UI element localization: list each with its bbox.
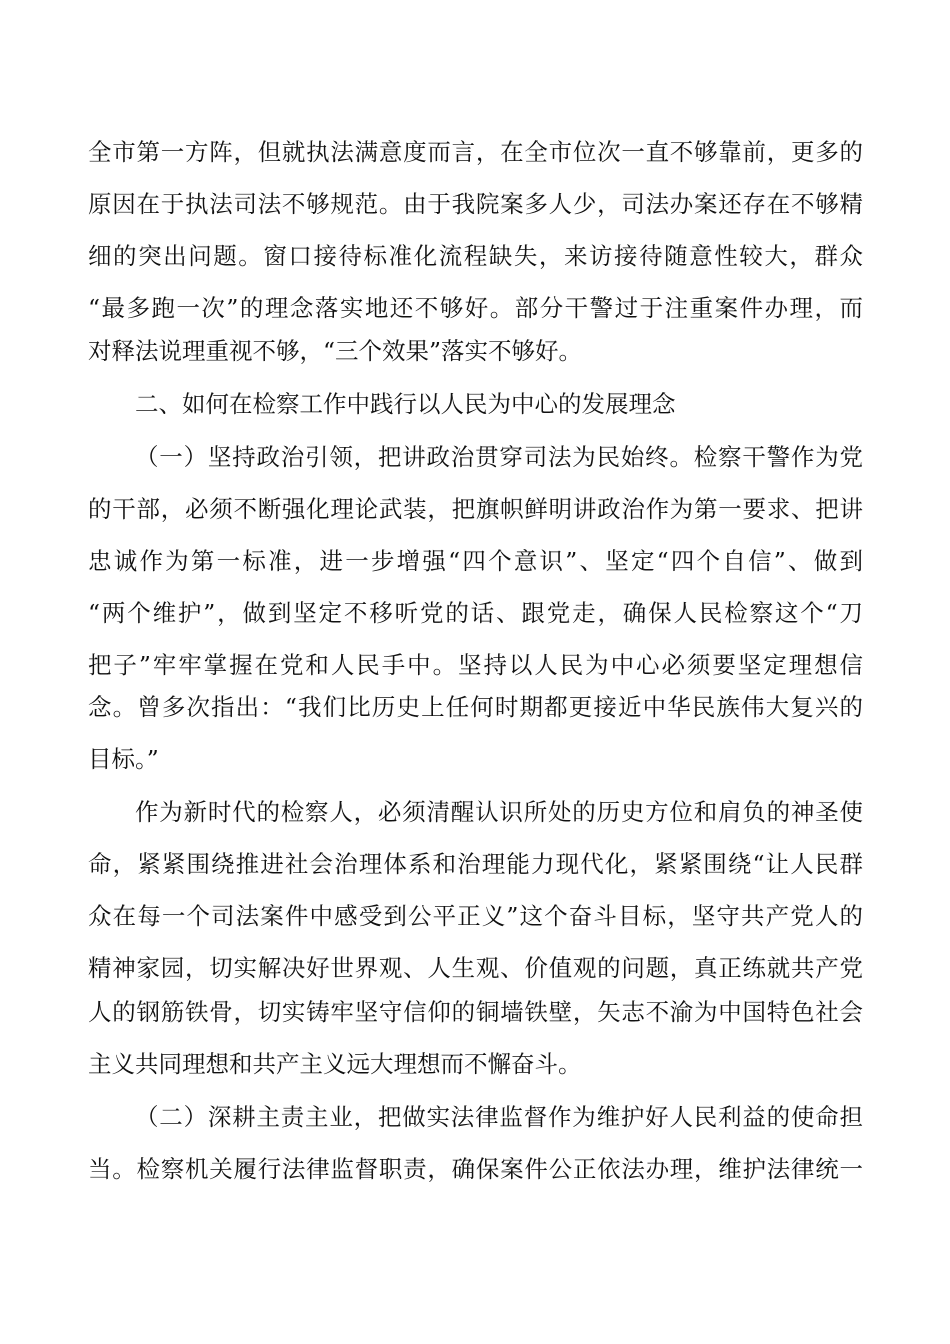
text-line: 对释法说理重视不够，“三个效果”落实不够好。 — [88, 337, 583, 365]
text-line: 原因在于执法司法不够规范。由于我院案多人少，司法办案还存在不够精 — [88, 190, 863, 218]
text-line: 当。检察机关履行法律监督职责，确保案件公正依法办理，维护法律统一 — [88, 1155, 863, 1183]
text-line: （二）深耕主责主业，把做实法律监督作为维护好人民利益的使命担 — [135, 1103, 863, 1131]
text-line: （一）坚持政治引领，把讲政治贯穿司法为民始终。检察干警作为党 — [135, 443, 863, 471]
text-line: 人的钢筋铁骨，切实铸牢坚守信仰的铜墙铁壁，矢志不渝为中国特色社会 — [88, 998, 863, 1026]
text-line: 众在每一个司法案件中感受到公平正义”这个奋斗目标，坚守共产党人的 — [88, 902, 863, 930]
text-line: 的干部，必须不断强化理论武装，把旗帜鲜明讲政治作为第一要求、把讲 — [88, 495, 863, 523]
text-line: 细的突出问题。窗口接待标准化流程缺失，来访接待随意性较大，群众 — [88, 242, 863, 270]
section-heading: 二、如何在检察工作中践行以人民为中心的发展理念 — [135, 390, 676, 418]
text-line: 忠诚作为第一标准，进一步增强“四个意识”、坚定“四个自信”、做到 — [88, 547, 863, 575]
text-line: 主义共同理想和共产主义远大理想而不懈奋斗。 — [88, 1050, 582, 1078]
text-line: “两个维护”，做到坚定不移听党的话、跟党走，确保人民检察这个“刀 — [88, 599, 863, 627]
text-line: 精神家园，切实解决好世界观、人生观、价值观的问题，真正练就共产党 — [88, 954, 863, 982]
text-line: 念。曾多次指出：“我们比历史上任何时期都更接近中华民族伟大复兴的 — [88, 693, 863, 721]
text-line: 作为新时代的检察人，必须清醒认识所处的历史方位和肩负的神圣使 — [135, 798, 863, 826]
text-line: “最多跑一次”的理念落实地还不够好。部分干警过于注重案件办理，而 — [88, 294, 863, 322]
text-line: 全市第一方阵，但就执法满意度而言，在全市位次一直不够靠前，更多的 — [88, 138, 863, 166]
text-line: 目标。” — [88, 745, 159, 773]
text-line: 命，紧紧围绕推进社会治理体系和治理能力现代化，紧紧围绕“让人民群 — [88, 850, 863, 878]
text-line: 把子”牢牢掌握在党和人民手中。坚持以人民为中心必须要坚定理想信 — [88, 651, 863, 679]
